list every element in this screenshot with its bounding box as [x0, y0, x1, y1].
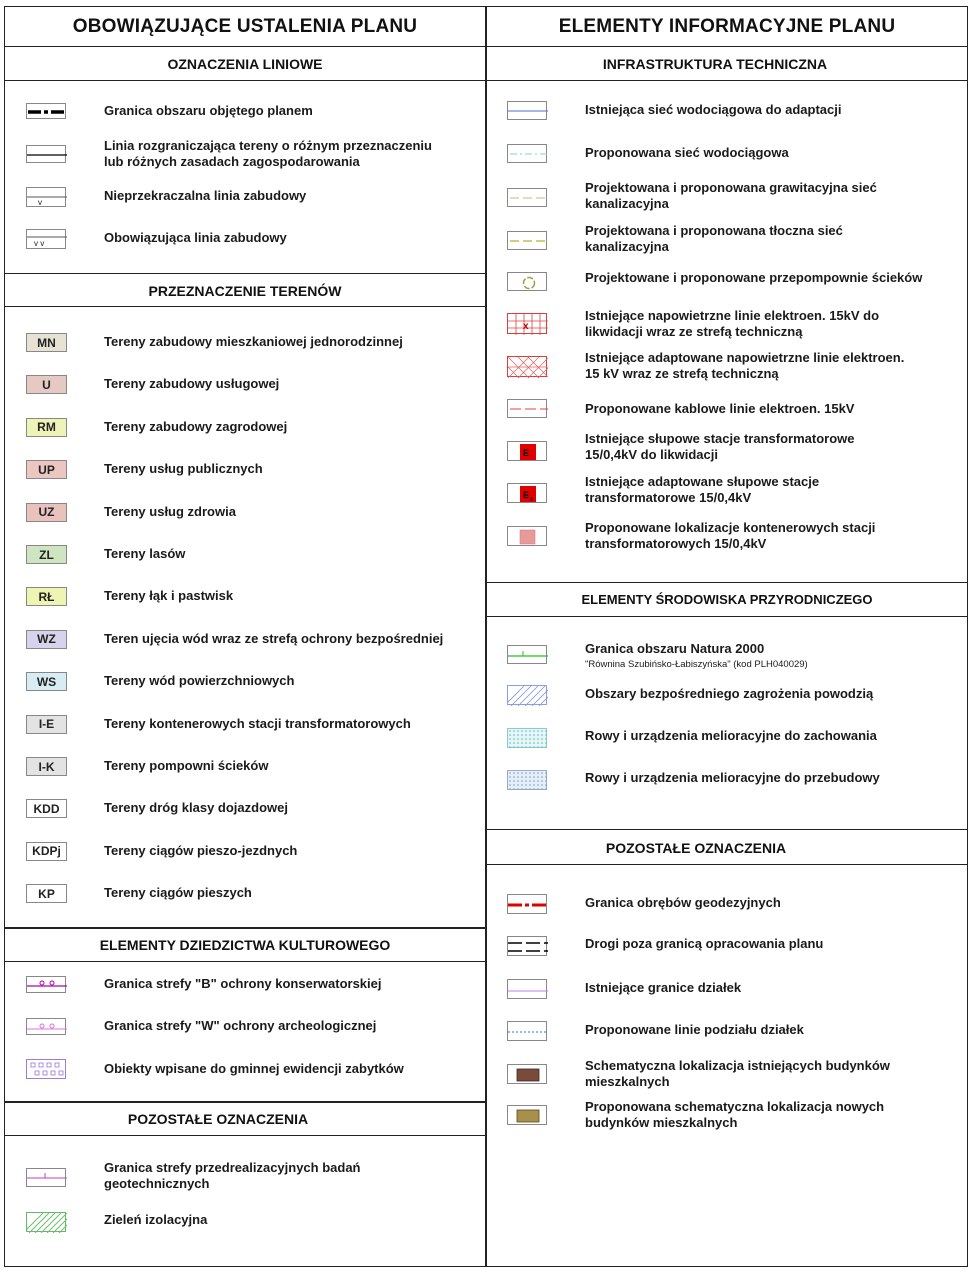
divider	[4, 961, 486, 962]
legend-label: Projektowana i proponowana grawitacyjna sieć kanalizacyjna	[585, 180, 877, 211]
land-use-code-swatch: I-E	[26, 715, 67, 734]
olive-dash-line-icon	[507, 231, 547, 250]
legend-label: Granica strefy "W" ochrony archeologicznej	[104, 1018, 377, 1033]
legend-label: Drogi poza granicą opracowania planu	[585, 936, 824, 951]
legend-label: Proponowana sieć wodociągowa	[585, 145, 789, 160]
red-dash-line-icon	[507, 399, 547, 418]
legend-label: Tereny dróg klasy dojazdowej	[104, 800, 288, 816]
legend-label: Tereny zabudowy mieszkaniowej jednorodzinnej	[104, 334, 403, 349]
land-use-code-swatch: I-K	[26, 757, 67, 776]
legend-label: Istniejące słupowe stacje transformatorowe 15/0,4kV do likwidacji	[585, 431, 855, 462]
red-station-ea-icon	[507, 483, 547, 503]
legend-label: Rowy i urządzenia melioracyjne do zachowania	[585, 728, 877, 743]
red-station-e-icon	[507, 441, 547, 461]
divider	[486, 80, 968, 81]
legend-label: Tereny ciągów pieszo-jezdnych	[104, 842, 298, 858]
land-use-code-swatch: MN	[26, 333, 67, 352]
legend-label: Linia rozgraniczająca tereny o różnym przeznaczeniu lub różnych zasadach zagospodarowania	[104, 138, 432, 169]
legend-label: Rowy i urządzenia melioracyjne do przebudowy	[585, 770, 880, 785]
legend-label: Istniejąca sieć wodociągowa do adaptacji	[585, 102, 842, 117]
left-column-title: OBOWIĄZUJĄCE USTALENIA PLANU	[72, 16, 418, 37]
green-hatch-icon	[26, 1212, 66, 1232]
land-use-code-swatch: WZ	[26, 630, 67, 649]
section-title-other-marks-right: POZOSTAŁE OZNACZENIA	[605, 840, 787, 856]
legend-label: Proponowane linie podziału działek	[585, 1022, 804, 1037]
legend-label: Projektowane i proponowane przepompownie ścieków	[585, 270, 923, 285]
legend-label: Tereny lasów	[104, 546, 186, 561]
legend-label: Obiekty wpisane do gminnej ewidencji zabytków	[104, 1061, 404, 1076]
magenta-circles-line-icon	[26, 976, 66, 993]
legend-label: Tereny kontenerowych stacji transformatorowych	[104, 715, 411, 731]
section-title-cultural-heritage: ELEMENTY DZIEDZICTWA KULTUROWEGO	[99, 937, 391, 953]
divider	[4, 927, 486, 929]
olive-building-icon	[507, 1105, 547, 1125]
land-use-code-swatch: UZ	[26, 503, 67, 522]
legend-label: Proponowane lokalizacje kontenerowych stacji transformatorowych 15/0,4kV	[585, 520, 876, 551]
red-grid-x-icon	[507, 313, 547, 334]
legend-label: Nieprzekraczalna linia zabudowy	[104, 188, 307, 203]
svg-text:v v: v v	[34, 239, 45, 248]
legend-label: Schematyczna lokalizacja istniejących budynków mieszkalnych	[585, 1058, 890, 1089]
svg-text:E: E	[523, 448, 530, 458]
legend-label: Tereny ciągów pieszych	[104, 885, 252, 901]
blue-dots-icon	[507, 770, 547, 790]
section-title-other-marks-left: POZOSTAŁE OZNACZENIA	[127, 1111, 309, 1127]
legend-label: Tereny zabudowy usługowej	[104, 376, 280, 392]
legend-label: Tereny wód powierzchniowych	[104, 673, 295, 689]
legend-label: Granica strefy przedrealizacyjnych badań geotechnicznych	[104, 1160, 361, 1191]
legend-label: Istniejące adaptowane napowietrzne linie elektroen. 15 kV wraz ze strefą techniczną	[585, 350, 905, 381]
blue-line-icon	[507, 101, 547, 120]
legend-label: Proponowane kablowe linie elektroen. 15kV	[585, 401, 855, 416]
black-dashed-double-icon	[507, 936, 547, 956]
divider	[486, 616, 968, 617]
land-use-code-swatch: RM	[26, 418, 67, 437]
legend-label: Tereny łąk i pastwisk	[104, 588, 234, 604]
divider	[4, 1135, 486, 1136]
divider	[4, 46, 486, 47]
pink-circles-line-icon	[26, 1018, 66, 1035]
legend-label: Obowiązująca linia zabudowy	[104, 230, 287, 245]
legend-label: Tereny usług zdrowia	[104, 503, 236, 519]
double-line-icon	[26, 145, 66, 163]
land-use-code-swatch: KDPj	[26, 842, 67, 861]
section-title-land-use: PRZEZNACZENIE TERENÓW	[148, 283, 342, 299]
v-line-icon	[26, 187, 66, 207]
legend-sublabel: "Równina Szubińsko-Łabiszyńska" (kod PLH040029)	[585, 659, 808, 670]
legend-label: Istniejące granice działek	[585, 980, 742, 995]
divider	[486, 46, 968, 47]
dash-dot-thick-line-icon	[26, 103, 66, 119]
divider	[4, 306, 486, 307]
legend-label: Granica obszaru objętego planem	[104, 103, 313, 118]
legend-label: Tereny pompowni ścieków	[104, 758, 269, 773]
teal-dots-icon	[507, 728, 547, 748]
legend-label: Granica strefy "B" ochrony konserwatorskiej	[104, 976, 382, 991]
green-line-icon	[507, 645, 547, 664]
divider	[486, 582, 968, 583]
cyan-dash-line-icon	[507, 144, 547, 163]
land-use-code-swatch: ZL	[26, 545, 67, 564]
legend-label: Granica obrębów geodezyjnych	[585, 895, 781, 910]
legend-label: Projektowana i proponowana tłoczna sieć kanalizacyjna	[585, 223, 843, 254]
legend-label: Tereny zabudowy zagrodowej	[104, 418, 288, 434]
section-title-natural-environment: ELEMENTY ŚRODOWISKA PRZYRODNICZEGO	[581, 592, 873, 607]
legend-label: Zieleń izolacyjna	[104, 1212, 208, 1227]
svg-text:E: E	[523, 490, 530, 500]
tan-dash-line-icon	[507, 188, 547, 207]
blue-dotted-line-icon	[507, 1021, 547, 1041]
svg-text:x: x	[523, 321, 529, 332]
svg-text:v: v	[38, 198, 42, 207]
land-use-code-swatch: RŁ	[26, 587, 67, 606]
legend-label: Istniejące napowietrzne linie elektroen. 15kV do likwidacji wraz ze strefą techniczną	[585, 308, 880, 339]
pink-square-icon	[507, 526, 547, 546]
purple-squares-icon	[26, 1059, 66, 1079]
svg-text:A: A	[530, 497, 534, 503]
red-crosshatch-icon	[507, 356, 547, 377]
divider	[486, 829, 968, 830]
land-use-code-swatch: U	[26, 375, 67, 394]
land-use-code-swatch: KDD	[26, 799, 67, 818]
blue-hatch-icon	[507, 685, 547, 705]
double-v-line-icon	[26, 229, 66, 249]
legend-label: Istniejące adaptowane słupowe stacje transformatorowe 15/0,4kV	[585, 474, 820, 505]
magenta-tick-line-icon	[26, 1168, 66, 1187]
legend-label: Proponowana schematyczna lokalizacja nowych budynków mieszkalnych	[585, 1099, 885, 1130]
red-dash-dot-icon	[507, 894, 547, 914]
section-title-technical-infrastructure: INFRASTRUKTURA TECHNICZNA	[602, 56, 828, 72]
legend-label: Teren ujęcia wód wraz ze strefą ochrony bezpośredniej	[104, 630, 444, 646]
legend-label: Tereny usług publicznych	[104, 461, 263, 477]
legend-label: Obszary bezpośredniego zagrożenia powodzią	[585, 686, 874, 701]
divider	[4, 273, 486, 274]
legend-label: Granica obszaru Natura 2000	[585, 641, 765, 656]
divider	[486, 864, 968, 865]
divider	[4, 80, 486, 81]
section-title-linear-marks: OZNACZENIA LINIOWE	[167, 56, 323, 72]
land-use-code-swatch: WS	[26, 672, 67, 691]
violet-line-icon	[507, 979, 547, 999]
brown-building-icon	[507, 1064, 547, 1084]
land-use-code-swatch: UP	[26, 460, 67, 479]
right-column-title: ELEMENTY INFORMACYJNE PLANU	[558, 16, 896, 37]
land-use-code-swatch: KP	[26, 884, 67, 903]
circle-pump-icon	[507, 272, 547, 291]
divider	[4, 1101, 486, 1103]
